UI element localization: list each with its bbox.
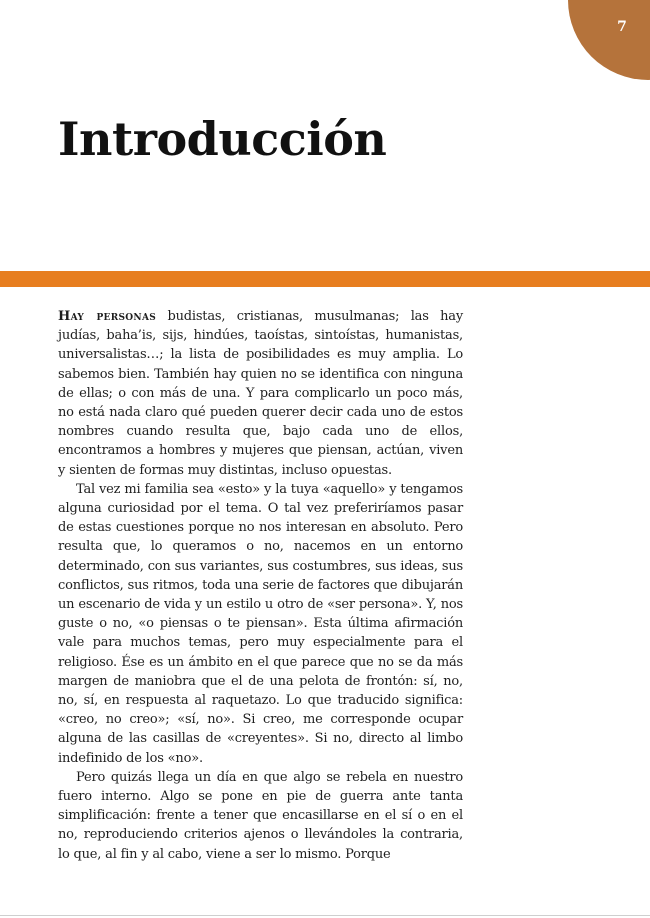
paragraph-2: Tal vez mi familia sea «esto» y la tuya «aquello» y tengamos alguna curiosidad por el tema. O tal vez preferiríamos pasar de estas cuestiones porque no nos interesan en absoluto. Pero resulta que, lo queramos o no, nacemos en un entorno determinado, con sus variantes, sus costumbres, sus ideas, sus conflictos, sus ritmos, toda una serie de factores que dibujarán un escenario de vida y un estilo u otro de «ser persona». Y, nos guste o no, «o piensas o te piensan». Esta última afirmación vale para muchos temas, pero muy especialmente para el religioso. Ése es un ámbito en el que parece que no se da más margen de maniobra que el de una pelota de frontón: sí, no, no, sí, en respuesta al raquetazo. Lo que traducido significa: «creo, no creo»; «sí, no». Si creo, me corresponde ocupar alguna de las casillas de «creyentes». Si no, directo al limbo indefinido de los «no».: [58, 481, 463, 766]
orange-divider-band: [0, 271, 650, 287]
page-number: 7: [617, 19, 627, 35]
chapter-title: Introducción: [58, 112, 387, 166]
paragraph-3: Pero quizás llega un día en que algo se rebela en nuestro fuero interno. Algo se pone en pie de guerra ante tanta simplificación: frente a tener que encasillarse en el sí o en el no, reproduciendo criterios ajenos o llevándoles la contraria, lo que, al fin y al cabo, viene a ser lo mismo. Porque: [58, 769, 463, 862]
lead-in-smallcaps: Hay personas: [58, 309, 157, 324]
paragraph-1-text: budistas, cristianas, musulmanas; las hay judías, baha’is, sijs, hindúes, taoístas, sintoístas, humanistas, universalistas…; la lista de posibilidades es muy amplia. Lo sabemos bien. También hay quien no se identifica con ninguna de ellas; o con más de una. Y para complicarlo un poco más, no está nada claro qué pueden querer decir cada uno de estos nombres cuando resulta que, bajo cada uno de ellos, encontramos a hombres y mujeres que piensan, actúan, viven y sienten de formas muy distintas, incluso opuestas.: [58, 309, 463, 478]
paragraph-1: [58, 307, 463, 480]
page-number-tab: [568, 0, 650, 80]
body-text: [58, 307, 463, 864]
footer-rule: [0, 915, 650, 916]
